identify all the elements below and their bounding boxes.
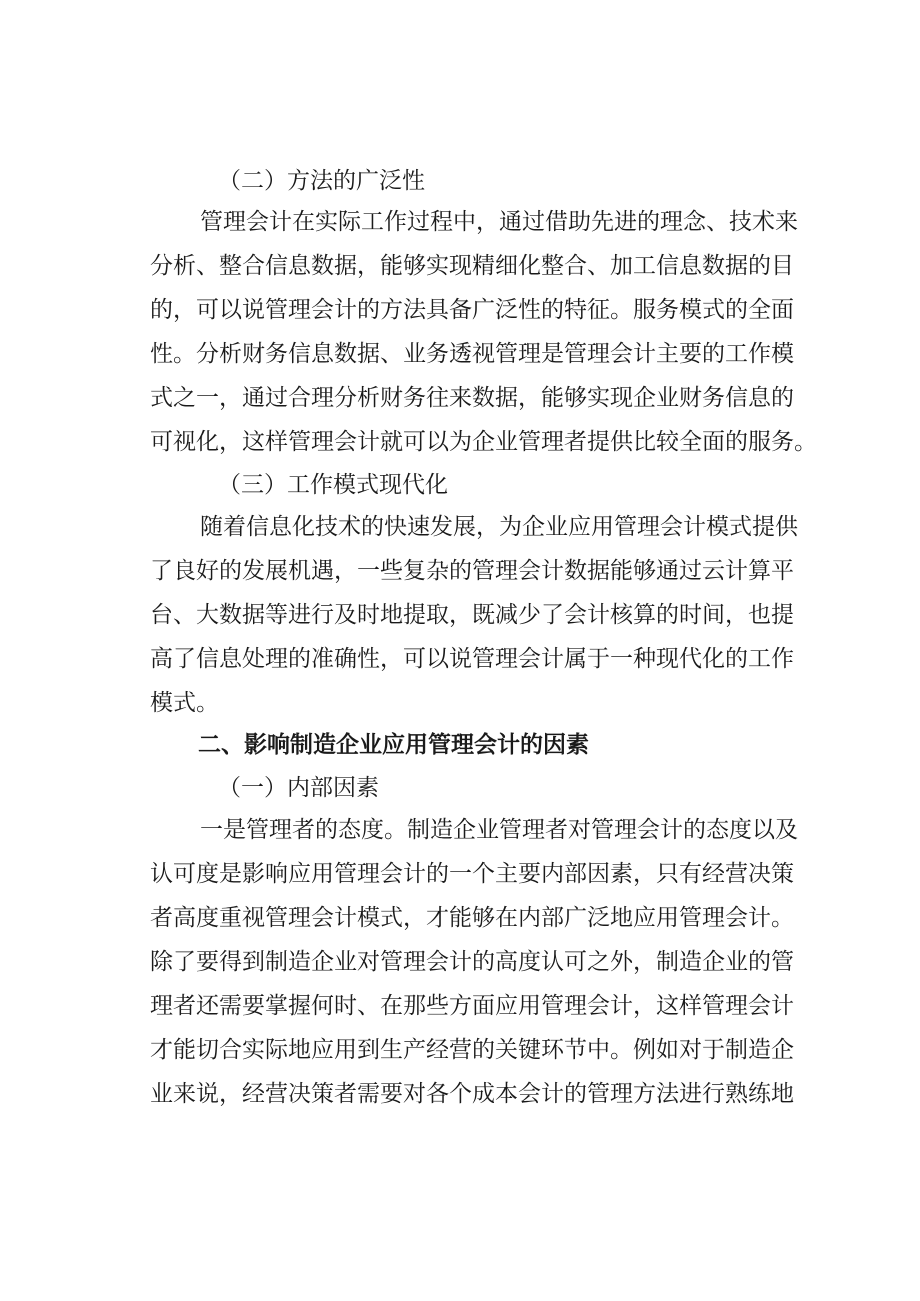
paragraph-line: 随着信息化技术的快速发展，为企业应用管理会计模式提供	[200, 514, 798, 540]
paragraph-line: 者高度重视管理会计模式，才能够在内部广泛地应用管理会计。	[150, 905, 794, 931]
paragraph-line: 高了信息处理的准确性，可以说管理会计属于一种现代化的工作	[150, 646, 794, 672]
paragraph-line: 分析、整合信息数据，能够实现精细化整合、加工信息数据的目	[150, 253, 794, 279]
paragraph-line: 理者还需要掌握何时、在那些方面应用管理会计，这样管理会计	[150, 993, 794, 1019]
paragraph-line: 除了要得到制造企业对管理会计的高度认可之外，制造企业的管	[150, 949, 794, 975]
paragraph-line: 模式。	[150, 690, 219, 716]
paragraph-line: 性。分析财务信息数据、业务透视管理是管理会计主要的工作模	[150, 341, 794, 367]
paragraph-line: 的，可以说管理会计的方法具备广泛性的特征。服务模式的全面	[150, 297, 794, 323]
section-heading-2: （二）方法的广泛性	[218, 168, 425, 194]
paragraph-line: 认可度是影响应用管理会计的一个主要内部因素，只有经营决策	[150, 861, 794, 887]
paragraph-line: 台、大数据等进行及时地提取，既减少了会计核算的时间，也提	[150, 602, 794, 628]
paragraph-line: 可视化，这样管理会计就可以为企业管理者提供比较全面的服务。	[150, 429, 817, 455]
paragraph-line: 一是管理者的态度。制造企业管理者对管理会计的态度以及	[200, 817, 798, 843]
section-heading-3: （三）工作模式现代化	[218, 472, 448, 498]
paragraph-line: 才能切合实际地应用到生产经营的关键环节中。例如对于制造企	[150, 1037, 794, 1063]
paragraph-line: 管理会计在实际工作过程中，通过借助先进的理念、技术来	[200, 209, 798, 235]
paragraph-line: 式之一，通过合理分析财务往来数据，能够实现企业财务信息的	[150, 385, 794, 411]
major-heading: 二、影响制造企业应用管理会计的因素	[198, 732, 589, 758]
paragraph-line: 业来说，经营决策者需要对各个成本会计的管理方法进行熟练地	[150, 1081, 794, 1107]
paragraph-line: 了良好的发展机遇，一些复杂的管理会计数据能够通过云计算平	[150, 558, 794, 584]
section-heading-1: （一）内部因素	[218, 775, 379, 801]
